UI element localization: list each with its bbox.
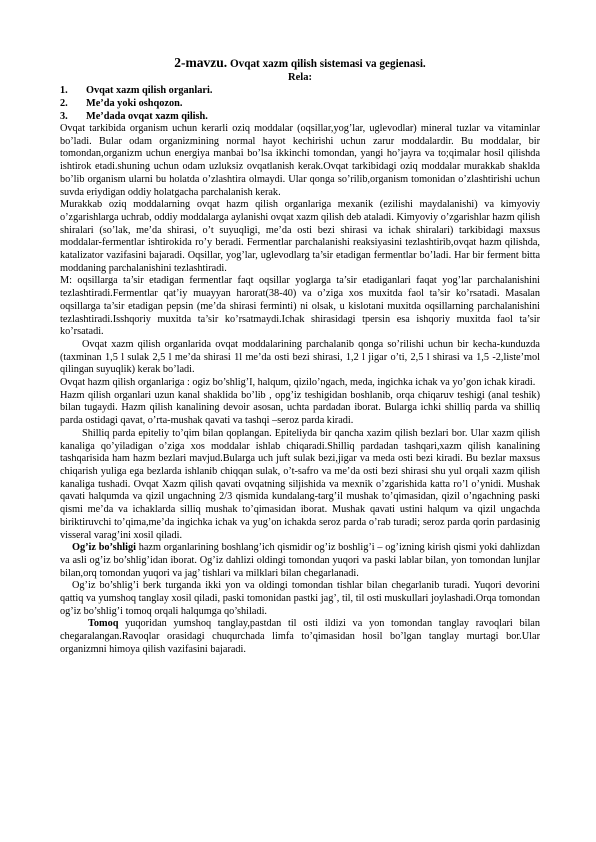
topic-title — [60, 56, 540, 71]
term-oral-cavity: Og’iz bo’shligi — [72, 542, 136, 554]
plan-item — [60, 110, 540, 123]
paragraph-pharynx-text: yuqoridan yumshoq tanglay,pastdan til osti ildizi va yon tomondan tanglay ravoqlari bilan chegaralangan.Ravoqlar orasidagi chuqurchada limfa to’qimasidan hosil bo’lgan tanglay murtagi bor.Ular organizmni himoya qilish vazifasini bajaradi. — [60, 618, 540, 655]
plan-item — [60, 84, 540, 97]
paragraph-organs: Ovqat hazm qilish organlariga : ogiz bo’shlig’I, halqum, qizilo’ngach, meda, ingichka ichak va yo’gon ichak kiradi. — [60, 377, 536, 389]
plan-item-number: 3. — [60, 111, 68, 122]
paragraph-canal: Hazm qilish organlari uzun kanal shaklida bo’lib , opg’iz teshigidan boshlanib, orqa chiqaruv teshigi (anal teshik) bilan tugaydi. Hazm qilish kanalining devoir asosan, uchta pardadan iborat. Bularga ichki shilliq parda va shilliq parda ostidagi qavat, o’rta-mushak qavati va tashqi –seroz parda kiradi. — [60, 389, 540, 427]
paragraph-digestion-definition: Murakkab oziq moddalarning ovqat hazm qilish organlariga mexanik (ezilishi maydalanishi) va kimyoviy o’zgarishlarga uchrab, oddiy moddalarga aylanishi ovqat xazm qilish deb ataladi. Kimyoviy o’zgarishlar hazm qilish shiralari (so’lak, me’da shirasi, o’t suyuqligi, me’da osti bezi shirasi va ichak shiralari) tarkibidagi maxsus moddalar-fermentlar ishtirokida ro’y beradi. Fermentlar parchalanishi reaksiyasini tezlashtirib,ovqat hazm qilishda, katalizator vazifasini bajaradi. Oqsillar, yog’lar, uglevodlarg ta’sir etadigan fermentlar bo’ladi. Har bir ferment bitta moddaning parchalanishini tezlashtiradi. — [60, 199, 540, 274]
paragraph-intro: Ovqat tarkibida organism uchun kerarli oziq moddalar (oqsillar,yog’lar, uglevodlar) mineral tuzlar va vitaminlar bo’ladi. Bular odam organizmining normal hayot kechirishi uchun zarur moddalardir. Bu moddalar, bir tomondan,organizm uchun energiya manbai bo’lsa ikkinchi tomondan, yangi ho’jayra va to;qimalar hosil qilishda ishtirok etadi.shuning uchun odam uzluksiz ovqatlanish kerak.Ovqat tarkibidagi oziq moddalar murakkab shaklda bo’lib organism ularni bu holatda o’zlashtira olmaydi. Ular qonga so’rilib,organism tomonidan o’zlashtirishi uchun suvda eriydigan oddiy holatgacha parchalanish kerak. — [60, 123, 540, 198]
plan-item — [60, 97, 540, 110]
paragraph-pharynx — [60, 618, 540, 656]
paragraph-oral-cavity — [60, 542, 540, 580]
plan-list — [60, 84, 540, 123]
paragraph-oral-borders: Og’iz bo’shlig’i berk turganda ikki yon va oldingi tomondan tishlar bilan chegarlanib turadi. Yuqori devorini qattiq va yumshoq tanglay xosil qiladi, paski tomonidan pastki jag’, til, til osti muskullari joylashadi.Orqa tomondan og’iz bo’shlig’i tomoq orqali halqumga qo’shiladi. — [60, 580, 540, 617]
plan-heading: Rela: — [288, 72, 312, 83]
plan-item-text: Me’dada ovqat xazm qilish. — [86, 111, 208, 122]
topic-text: Ovqat xazm qilish sistemasi va gegienasi. — [227, 58, 426, 70]
paragraph-oral-cavity-text: hazm organlarining boshlang’ich qismidir og’iz boshlig’i – og’izning kirish qismi yoki dahlizdan va asli og’iz bo’shlig’idan iborat. Og’iz dahlizi oldingi tomondan yuqori va paski lablar bilan, yon tomondan lunjlar bilan,orq tomondan yuqori va jag’ tishlari va milklari bilan chegarlanadi. — [60, 542, 540, 579]
topic-number: 2-mavzu. — [174, 55, 228, 70]
document-page — [60, 56, 540, 657]
paragraph-enzymes: M: oqsillarga ta’sir etadigan fermentlar faqt oqsillar yoglarga ta’sir etadiganlari faqat yog’lar parchalanishini tezlashtiradi.Fermentlar qat’iy muayyan harorat(38-40) va o’ziga xos muxitda faol ta’sir ko’rsatadi. Masalan oqsillarga ta’sir etadigan pepsin (me’da shirasi ferminti) ni olsak, u kislotani muxitda oqsillarning parchalanishini tezlashtiradi.Isshqoriy muxitda ta’sir ko’rsatmaydi.Ichak shirasidagi tpersin esa ishqoriy muxitda faol ta’sir ko’rsatadi. — [60, 275, 540, 338]
paragraph-mucosa: Shilliq parda epiteliy to’qim bilan qoplangan. Epiteliyda bir qancha xazim qilish bezlari bor. Ular xazm qilish kanaliga qo’yiladigan o’ziga xos moddalar ishlab chiqaradi.Shilliq pardadan tashqari,xazm qilish kanalining tashqarisida ham hazm bezlari mavjud.Bularga uch juft sulak bezi,jigar va meda osti bezi kiradi. Bu bezlar maxsus chiqarish yuliga ega bezlarda ishlanib chiqqan sulak, o’t-safro va me’da osti bezi shirasi shu yul orqali xazm qilish kanaliga tushadi. Ovqat Xazm qilish qavati ovqatning siljishida va mexnik o’zgarishida katta ro’l o’ynidi. Mushak qavati halqumda va qizil ungachning 2/3 qismida kundalang-targ’il mushak to’qimasidan, qizil o’ngachning paski qismi me’da va ichaklarda silliq mushak to’qimasidan iborat. Mushak qavati ustini halqum va qizil ungachda biriktiruvchi to’qima,me’da ingichka ichak va yug’on ichakda seroz parda o’rab turadi; seroz parda qorin pardasinig visseral varag’ini xosil qiladi. — [60, 427, 540, 541]
paragraph-juices: Ovqat xazm qilish organlarida ovqat moddalarining parchalanib qonga so’rilishi uchun bir kecha-kunduzda (taxminan 1,5 l sulak 2,5 l me’da shirasi 1l me’da osti bezi shirasi, 1,2 l jigar o’ti, 2,5 l shirasi va 1,5 -2,liste’mol qilingan suyuqlik) kerak bo’ladi. — [60, 338, 540, 376]
plan-item-number: 1. — [60, 85, 68, 96]
plan-item-number: 2. — [60, 98, 68, 109]
plan-item-text: Ovqat xazm qilish organlari. — [86, 85, 213, 96]
plan-item-text: Me’da yoki oshqozon. — [86, 98, 183, 109]
term-pharynx: Tomoq — [88, 618, 119, 630]
